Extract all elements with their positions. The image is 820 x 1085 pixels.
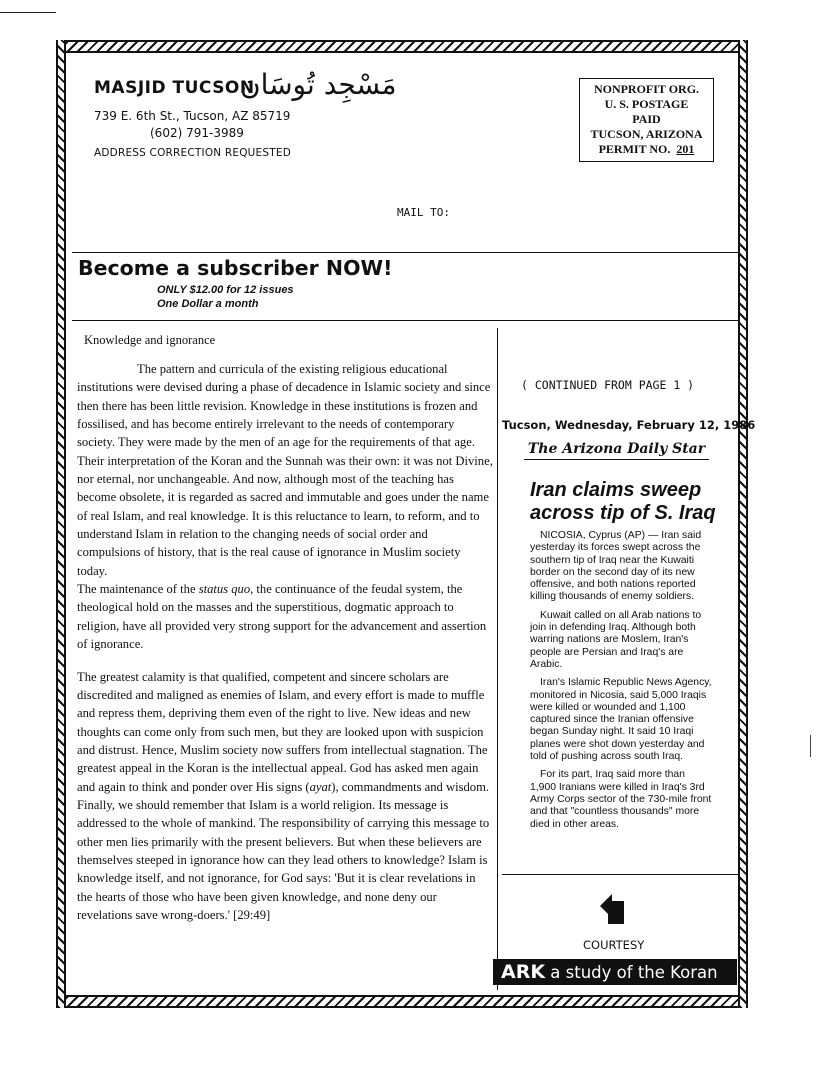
article-paragraph — [77, 668, 493, 925]
clipping-paragraph: NICOSIA, Cyprus (AP) — Iran said yesterday its forces swept across the southern tip of Iraq near the Kuwaiti border on the second day of its new offensive, and both nations reported killing thousands of enemy soldiers. — [530, 530, 702, 603]
permit-line-postage: U. S. POSTAGE — [604, 97, 689, 111]
article-text: The maintenance of the — [77, 582, 199, 597]
article-italic: ayat — [309, 779, 332, 794]
article-paragraph: The pattern and curricula of the existing religious educational institutions were devised during a phase of decadence in Islamic society and since then there has been little revision. Knowledge in these institutions is frozen and fossilised, and has become entirely irrelevant to the needs of contemporary society. They were made by the men of an age for the requirements of that age. Their interpretation of the Koran and the Sunnah was their own: it was not Divine, nor eternal, nor unchangeable. And now, although most of the teaching has become obsolete, it is regarded as sacred and immutable and goes under the name of real Islam, and real knowledge. It is this reluctance to learn, to reform, and to understand Islam in relation to the changing needs of social order and compulsions of history, that is the real cause of ignorance in Muslim society today. — [77, 362, 493, 578]
permit-line-city: TUCSON, ARIZONA — [590, 127, 703, 141]
article-text: The greatest calamity is that qualified, competent and sincere scholars are discredited and maligned as enemies of Islam, and every effort is made to muffle and repress them, depriving them even of the right to live. New ideas and new thoughts can come only from such men, but they are looked upon with suspicion and distrust. Hence, Muslim society now suffers from intellectual stagnation. The greatest appeal in the Koran is the intellectual appeal. God has asked men again and again to think and ponder over His signs ( — [77, 669, 488, 794]
subscribe-headline: Become a subscriber NOW! — [78, 256, 393, 280]
article-paragraph — [77, 580, 493, 653]
arrow-up-left-icon — [596, 892, 626, 926]
org-name: MASJID TUCSON — [94, 78, 255, 98]
org-phone: (602) 791-3989 — [150, 126, 244, 140]
article-italic: status quo — [198, 582, 251, 597]
address-correction-notice: ADDRESS CORRECTION REQUESTED — [94, 147, 291, 159]
ark-logo-text: ARK — [501, 961, 546, 983]
org-name-arabic: مَسْجِد تُوسَان — [240, 68, 397, 101]
postage-permit-box — [579, 78, 714, 162]
courtesy-label: COURTESY — [583, 938, 645, 952]
clipping-paragraph: Iran's Islamic Republic News Agency, monitored in Nicosia, said 5,000 Iraqis were killed or wounded and 1,100 captured since the Iranian offensive began Sunday night. It said 10 Iraqi planes were shot down yesterday and told of pushing across south Iraq. — [530, 677, 712, 763]
clipping-dateline: Tucson, Wednesday, February 12, 1986 — [502, 418, 756, 432]
clipping-paragraph: For its part, Iraq said more than 1,900 Iranians were killed in Iraq's 3rd Army Corps sector of the 730-mile front and that "countless thousands" more died in other areas. — [530, 769, 712, 830]
decorative-border-left — [56, 40, 66, 1008]
clipping-headline: Iran claims sweep across tip of S. Iraq — [530, 479, 716, 524]
section-divider — [72, 320, 738, 321]
mail-to-label: MAIL TO: — [397, 206, 450, 219]
decorative-border-top — [56, 40, 748, 53]
subscribe-price: ONLY $12.00 for 12 issues — [157, 284, 294, 296]
permit-line-paid: PAID — [632, 112, 661, 126]
newspaper-masthead: The Arizona Daily Star — [524, 441, 709, 460]
permit-line-nonprofit: NONPROFIT ORG. — [593, 82, 700, 96]
clipping-paragraph: Kuwait called on all Arab nations to join in defending Iraq. Although both warring nations are Moslem, Iran's people are Persian and Iraq's are Arabic. — [530, 609, 702, 670]
ark-tagline: a study of the Koran — [545, 963, 718, 982]
ark-banner — [493, 959, 737, 985]
permit-label: PERMIT NO. — [598, 142, 671, 156]
subscribe-monthly: One Dollar a month — [157, 298, 259, 310]
clipping-body — [530, 530, 712, 837]
permit-number: 201 — [676, 142, 695, 156]
continued-note: ( CONTINUED FROM PAGE 1 ) — [521, 378, 695, 392]
top-left-rule — [0, 12, 56, 13]
scan-mark — [810, 735, 811, 757]
article-kicker: Knowledge and ignorance — [84, 333, 216, 347]
decorative-border-right — [738, 40, 748, 1008]
permit-number-row — [580, 142, 713, 157]
article-text: , the continuance of the feudal system, the theological hold on the masses and the superstitious, dogmatic approach to religion, have all provided very strong support for the advancement and assertion of ignorance. — [77, 582, 487, 652]
decorative-border-bottom — [56, 995, 748, 1008]
article-text: ), commandments and wisdom. Finally, we should remember that Islam is a world religion. Its message is addressed to the whole of mankind. The responsibility of carrying this message to other men lies primarily with the present believers. But when these believers are themselves steeped in ignorance how can they lead others to knowledge? Islam is knowledge itself, and not ignorance, for God says: 'But it is clear revelations in the hearts of those who have been given knowledge, and none deny our revelations save wrong-doers.' [29:49] — [77, 779, 490, 922]
article-body — [77, 360, 493, 924]
org-address: 739 E. 6th St., Tucson, AZ 85719 — [94, 109, 291, 123]
